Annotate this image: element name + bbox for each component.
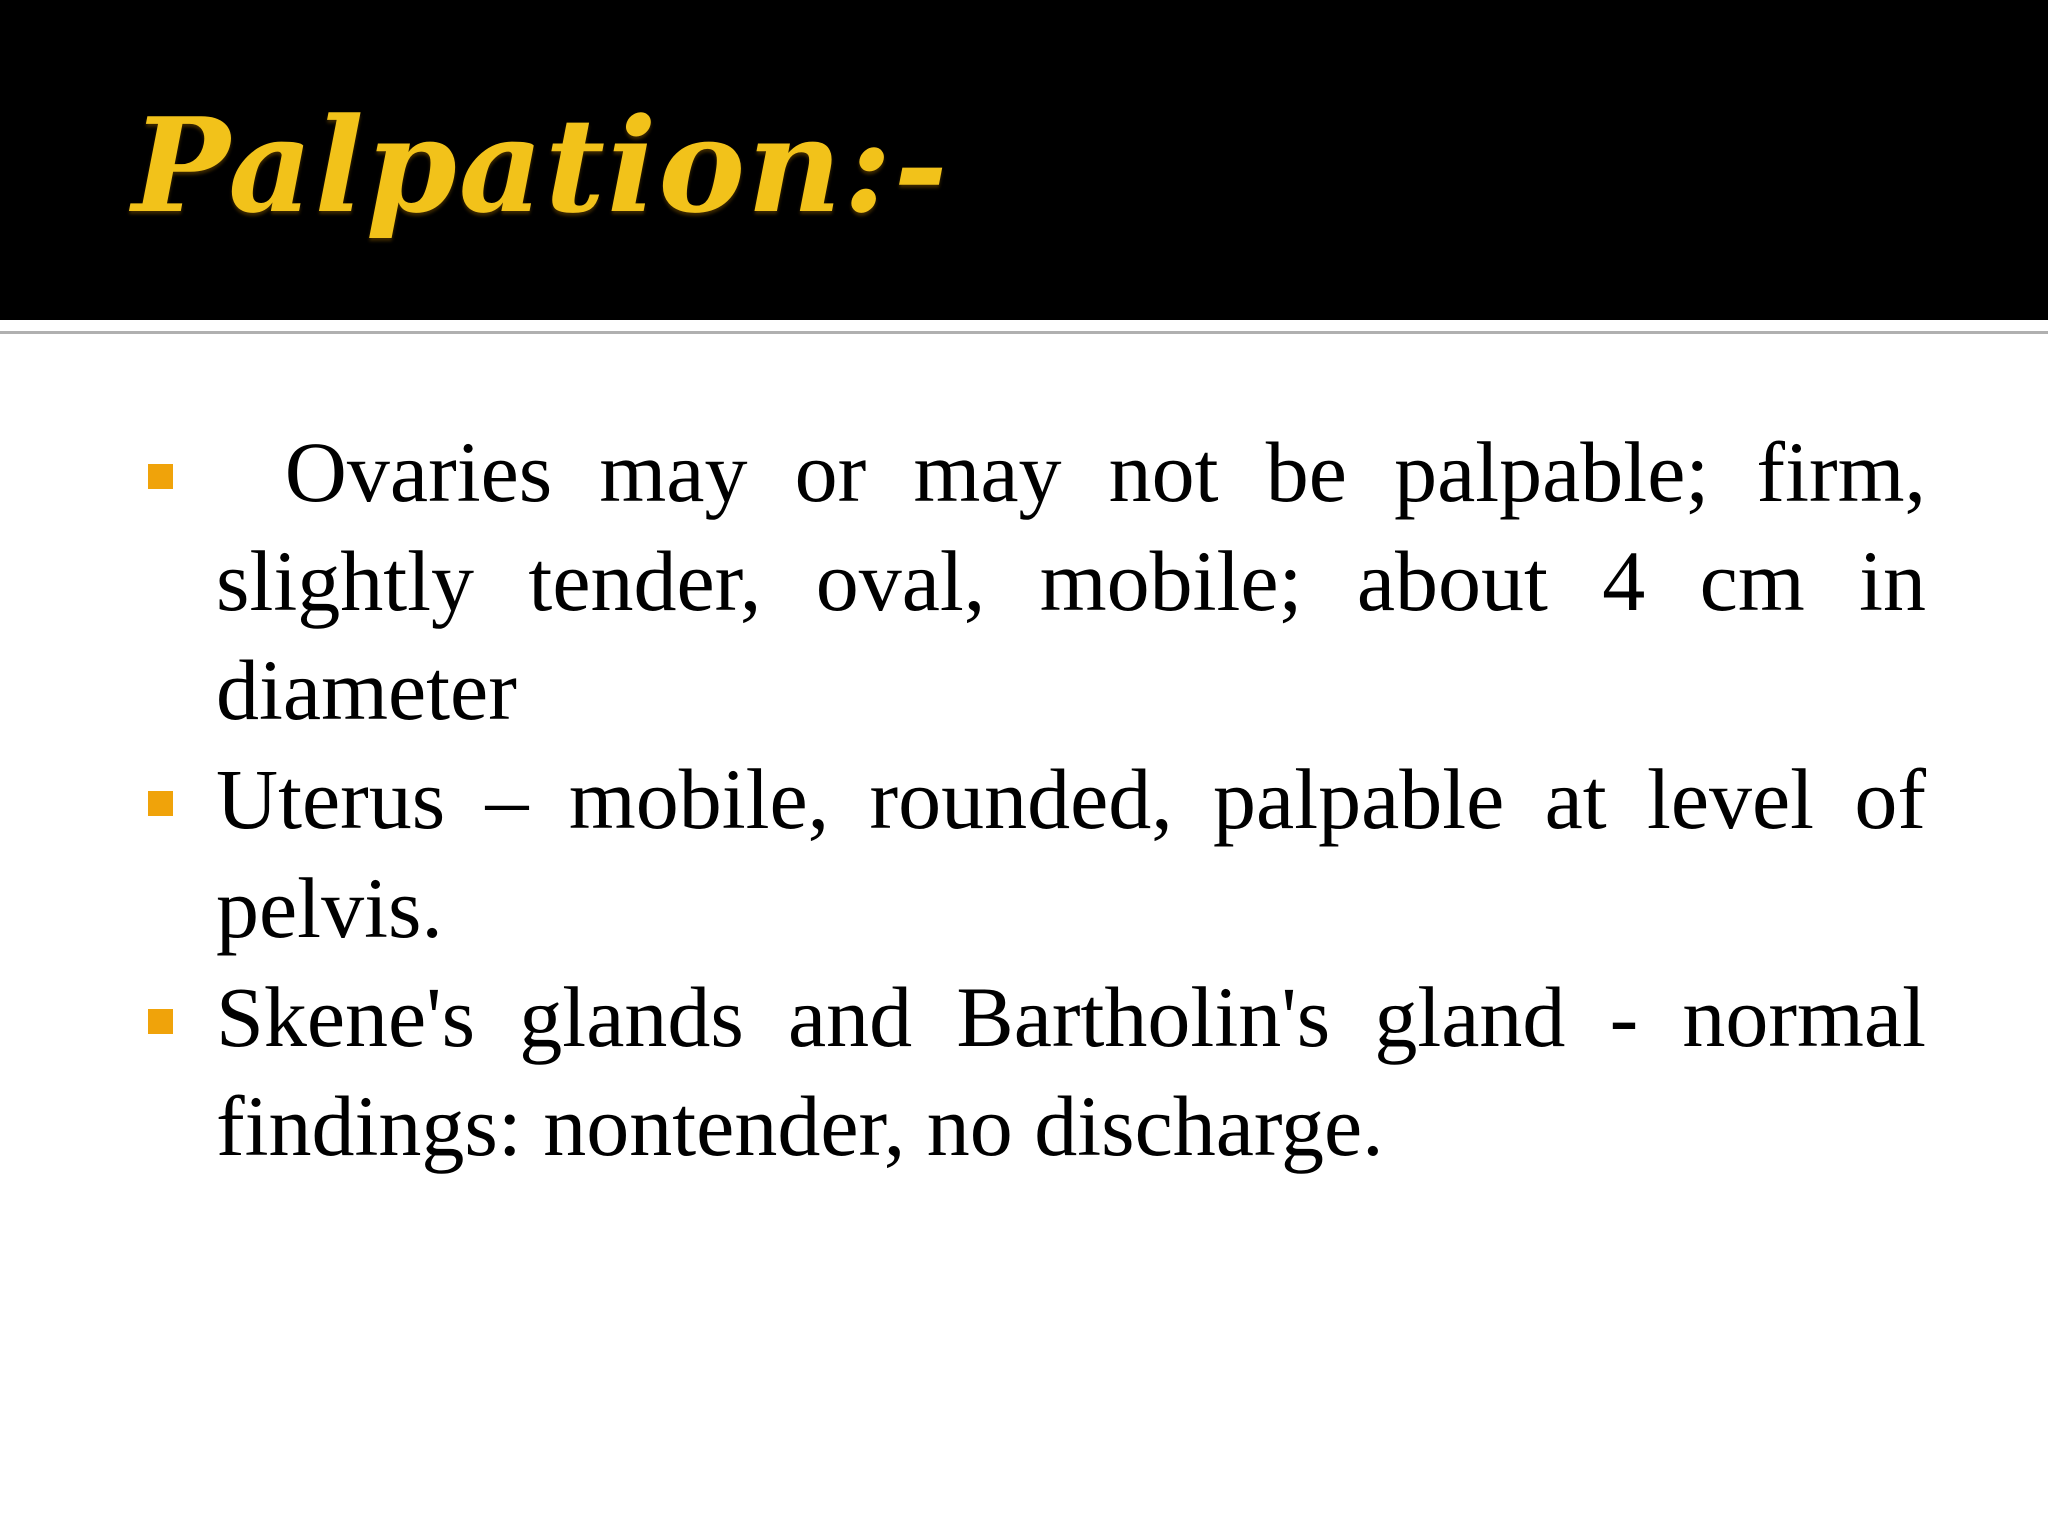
square-bullet-icon xyxy=(148,464,173,489)
square-bullet-icon xyxy=(148,1009,173,1034)
slide-title: Palpation:- xyxy=(132,89,950,242)
title-header-band xyxy=(0,0,2048,320)
bullet-item-uterus xyxy=(140,745,1926,963)
square-bullet-icon xyxy=(148,791,173,816)
header-divider-white xyxy=(0,320,2048,324)
bullet-item-ovaries xyxy=(140,418,1926,745)
bullet-item-glands xyxy=(140,963,1926,1181)
bullet-text: Skene's glands and Bartholin's gland - normal findings: nontender, no discharge. xyxy=(216,969,1926,1174)
bullet-text: Uterus – mobile, rounded, palpable at level of pelvis. xyxy=(216,751,1926,956)
bullet-list xyxy=(140,418,1926,1181)
header-divider-line xyxy=(0,331,2048,334)
bullet-text: Ovaries may or may not be palpable; firm, slightly tender, oval, mobile; about 4 cm in diameter xyxy=(216,424,1926,738)
